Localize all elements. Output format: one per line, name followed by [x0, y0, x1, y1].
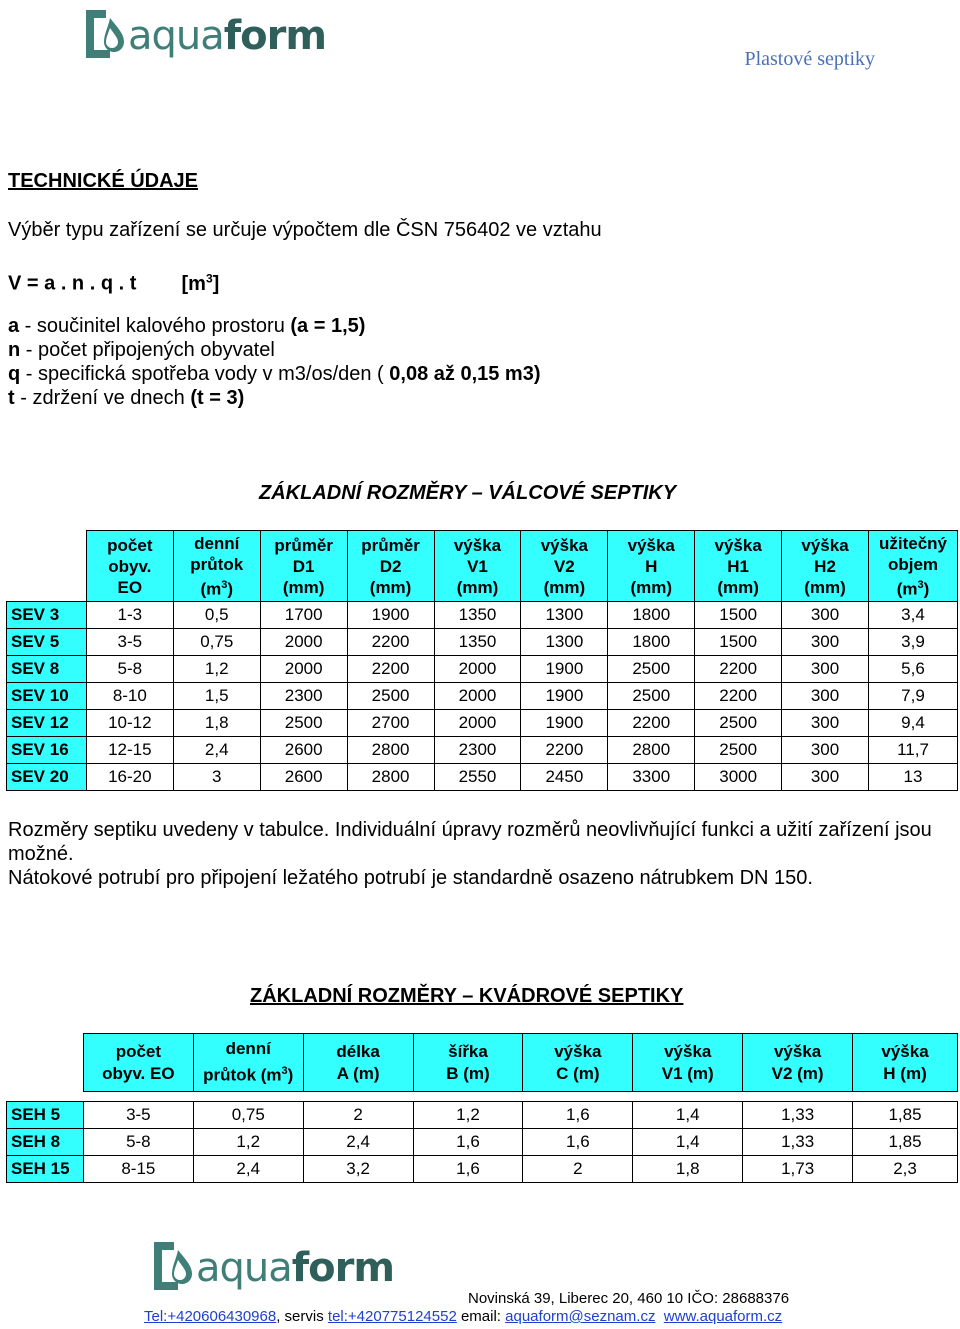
table-cell: 1,2 — [413, 1102, 523, 1129]
aquaform-drop-icon — [148, 1236, 204, 1292]
quad-header-flow: denní průtok $(m^3)$ — [193, 1034, 303, 1092]
table-cell: 1,6 — [413, 1156, 523, 1183]
table-cell: 1900 — [521, 710, 608, 737]
table-cell: 2 — [523, 1156, 633, 1183]
cyl-note-2: Nátokové potrubí pro připojení ležatého potrubí je standardně osazeno nátrubkem DN 150. — [8, 867, 813, 889]
table-row — [7, 1129, 958, 1156]
quad-spacer-row — [7, 1092, 958, 1102]
table-cell: 2800 — [608, 737, 695, 764]
table-cell: 0,75 — [173, 629, 260, 656]
table-cell: 300 — [782, 602, 869, 629]
table-cell: 1,33 — [743, 1129, 853, 1156]
table-cell: 0,75 — [193, 1102, 303, 1129]
row-label: SEH 8 — [7, 1129, 84, 1156]
cyl-header-h2: výška H2 (mm) — [782, 531, 869, 602]
cyl-corner — [7, 531, 87, 602]
table-row — [7, 602, 958, 629]
table-cell: 1,2 — [173, 656, 260, 683]
row-label: SEV 20 — [7, 764, 87, 791]
table-row — [7, 683, 958, 710]
table-row — [7, 656, 958, 683]
table-cell: 1,4 — [633, 1102, 743, 1129]
table-cell: 1,4 — [633, 1129, 743, 1156]
footer-tel-link[interactable]: Tel:+420606430968 — [144, 1308, 277, 1325]
table-cell: 1500 — [695, 629, 782, 656]
formula-expression: V = a . n . q . t — [8, 272, 137, 295]
quad-corner — [7, 1034, 84, 1092]
table-cell: 2500 — [695, 737, 782, 764]
table-cell: 1800 — [608, 602, 695, 629]
table-cell: 300 — [782, 710, 869, 737]
table-cell: 2,3 — [853, 1156, 958, 1183]
table-cell: 2450 — [521, 764, 608, 791]
table-cell: 1,8 — [633, 1156, 743, 1183]
quad-table — [6, 1033, 958, 1183]
table-cell: 2000 — [260, 629, 347, 656]
table-cell: 3300 — [608, 764, 695, 791]
table-cell: 8-15 — [83, 1156, 193, 1183]
table-cell: 1,73 — [743, 1156, 853, 1183]
legend-line-q: q - specifická spotřeba vody v m3/os/den ( 0,08 až 0,15 m3) — [8, 363, 541, 385]
table-cell: 1300 — [521, 602, 608, 629]
cyl-header-d1: průměr D1 (mm) — [260, 531, 347, 602]
table-cell: 2500 — [260, 710, 347, 737]
table-cell: 1,85 — [853, 1102, 958, 1129]
table-cell: 300 — [782, 683, 869, 710]
table-cell: 1-3 — [86, 602, 173, 629]
footer-address: Novinská 39, Liberec 20, 460 10 IČO: 28688376 — [468, 1290, 790, 1307]
table-cell: 1,85 — [853, 1129, 958, 1156]
table-cell: 3,9 — [868, 629, 957, 656]
tech-title: TECHNICKÉ ÚDAJE — [8, 170, 199, 192]
table-cell: 1,6 — [413, 1129, 523, 1156]
table-cell: 2200 — [695, 656, 782, 683]
quad-header-row — [7, 1034, 958, 1092]
quad-header-a: délka A (m) — [303, 1034, 413, 1092]
quad-header-eo: počet obyv. EO — [83, 1034, 193, 1092]
table-cell: 300 — [782, 764, 869, 791]
table-cell: 2,4 — [193, 1156, 303, 1183]
table-cell: 3,4 — [868, 602, 957, 629]
legend-line-a: a - součinitel kalového prostoru (a = 1,5) — [8, 315, 366, 337]
table-cell: 1500 — [695, 602, 782, 629]
table-cell: 5-8 — [83, 1129, 193, 1156]
legend-line-n: n - počet připojených obyvatel — [8, 339, 275, 361]
tech-intro: Výběr typu zařízení se určuje výpočtem dle ČSN 756402 ve vztahu — [8, 219, 602, 241]
table-cell: 2000 — [434, 656, 521, 683]
footer-logo — [148, 1236, 394, 1292]
quad-header-v2: výška V2 (m) — [743, 1034, 853, 1092]
cyl-header-v1: výška V1 (mm) — [434, 531, 521, 602]
aquaform-drop-icon — [80, 4, 136, 60]
footer-servis-tel-link[interactable]: tel:+420775124552 — [327, 1308, 457, 1325]
table-cell: 3 — [173, 764, 260, 791]
table-cell: 5,6 — [868, 656, 957, 683]
table-cell: 5-8 — [86, 656, 173, 683]
table-row — [7, 764, 958, 791]
table-cell: 300 — [782, 629, 869, 656]
quad-header-h: výška H (m) — [853, 1034, 958, 1092]
table-cell: 1,8 — [173, 710, 260, 737]
table-cell: 2000 — [260, 656, 347, 683]
table-row — [7, 737, 958, 764]
table-cell: 1,2 — [193, 1129, 303, 1156]
tech-legend — [8, 314, 541, 410]
table-cell: 3-5 — [86, 629, 173, 656]
table-cell: 2500 — [347, 683, 434, 710]
table-cell: 1800 — [608, 629, 695, 656]
cyl-table — [6, 530, 958, 791]
table-cell: 2 — [303, 1102, 413, 1129]
row-label: SEV 8 — [7, 656, 87, 683]
table-cell: 1900 — [521, 656, 608, 683]
table-cell: 300 — [782, 656, 869, 683]
table-row — [7, 1102, 958, 1129]
quad-header-b: šířka B (m) — [413, 1034, 523, 1092]
table-cell: 1,5 — [173, 683, 260, 710]
table-cell: 12-15 — [86, 737, 173, 764]
table-cell: 2200 — [347, 656, 434, 683]
table-cell: 2200 — [695, 683, 782, 710]
table-cell: 2,4 — [303, 1129, 413, 1156]
row-label: SEV 10 — [7, 683, 87, 710]
footer-email-link[interactable]: aquaform@seznam.cz — [505, 1308, 656, 1325]
table-cell: 3,2 — [303, 1156, 413, 1183]
tagline: Plastové septiky — [744, 48, 875, 70]
table-cell: 1900 — [521, 683, 608, 710]
quad-header-v1: výška V1 (m) — [633, 1034, 743, 1092]
table-cell: 2,4 — [173, 737, 260, 764]
legend-line-t: t - zdržení ve dnech (t = 3) — [8, 387, 245, 409]
cyl-section-title: ZÁKLADNÍ ROZMĚRY – VÁLCOVÉ SEPTIKY — [259, 482, 677, 504]
table-cell: 2200 — [608, 710, 695, 737]
table-cell: 2300 — [260, 683, 347, 710]
table-cell: 1300 — [521, 629, 608, 656]
row-label: SEV 16 — [7, 737, 87, 764]
table-cell: 1,6 — [523, 1129, 633, 1156]
cyl-header-h1: výška H1 (mm) — [695, 531, 782, 602]
row-label: SEV 3 — [7, 602, 87, 629]
table-cell: 2200 — [521, 737, 608, 764]
table-cell: 11,7 — [868, 737, 957, 764]
footer-web-link[interactable]: www.aquaform.cz — [663, 1308, 783, 1325]
footer-logo-wordmark: aquaform — [196, 1245, 395, 1291]
formula — [8, 266, 219, 296]
header-logo — [80, 4, 326, 60]
table-cell: 3-5 — [83, 1102, 193, 1129]
table-cell: 2000 — [434, 710, 521, 737]
table-cell: 3000 — [695, 764, 782, 791]
table-cell: 16-20 — [86, 764, 173, 791]
table-cell: 9,4 — [868, 710, 957, 737]
table-cell: 2800 — [347, 737, 434, 764]
table-cell: 2300 — [434, 737, 521, 764]
table-cell: 1350 — [434, 602, 521, 629]
row-label: SEH 5 — [7, 1102, 84, 1129]
table-cell: 1350 — [434, 629, 521, 656]
table-cell: 8-10 — [86, 683, 173, 710]
logo-wordmark: aquaform — [128, 13, 327, 59]
quad-header-c: výška C (m) — [523, 1034, 633, 1092]
cyl-header-flow: denní průtok $(m^3)$ — [173, 531, 260, 602]
table-cell: 7,9 — [868, 683, 957, 710]
table-row — [7, 710, 958, 737]
table-row — [7, 1156, 958, 1183]
cyl-header-v2: výška V2 (mm) — [521, 531, 608, 602]
table-cell: 2200 — [347, 629, 434, 656]
cyl-header-eo: počet obyv. EO — [86, 531, 173, 602]
row-label: SEH 15 — [7, 1156, 84, 1183]
cyl-header-volume: užitečný objem $(m^3)$ — [868, 531, 957, 602]
table-cell: 13 — [868, 764, 957, 791]
table-cell: 1700 — [260, 602, 347, 629]
row-label: SEV 12 — [7, 710, 87, 737]
table-cell: 0,5 — [173, 602, 260, 629]
table-cell: 2000 — [434, 683, 521, 710]
table-cell: 1,33 — [743, 1102, 853, 1129]
cyl-header-h: výška H (mm) — [608, 531, 695, 602]
table-cell: 2500 — [608, 656, 695, 683]
table-cell: 2550 — [434, 764, 521, 791]
footer-contacts: Tel:+420606430968, servis tel:+420775124552 email: aquaform@seznam.cz www.aquaform.cz — [144, 1308, 783, 1325]
table-cell: 10-12 — [86, 710, 173, 737]
quad-section-title: ZÁKLADNÍ ROZMĚRY – KVÁDROVÉ SEPTIKY — [250, 985, 684, 1007]
row-label: SEV 5 — [7, 629, 87, 656]
table-cell: 1,6 — [523, 1102, 633, 1129]
table-cell: 1900 — [347, 602, 434, 629]
table-cell: 2500 — [695, 710, 782, 737]
table-cell: 2800 — [347, 764, 434, 791]
cyl-note-1: Rozměry septiku uvedeny v tabulce. Individuální úpravy rozměrů neovlivňující funkci a užití zařízení jsou možné. — [8, 819, 932, 865]
table-cell: 2500 — [608, 683, 695, 710]
cyl-header-d2: průměr D2 (mm) — [347, 531, 434, 602]
table-row — [7, 629, 958, 656]
formula-unit: $[m^3]$ — [181, 271, 220, 295]
table-cell: 300 — [782, 737, 869, 764]
table-cell: 2600 — [260, 764, 347, 791]
table-cell: 2700 — [347, 710, 434, 737]
cyl-header-row — [7, 531, 958, 602]
table-cell: 2600 — [260, 737, 347, 764]
